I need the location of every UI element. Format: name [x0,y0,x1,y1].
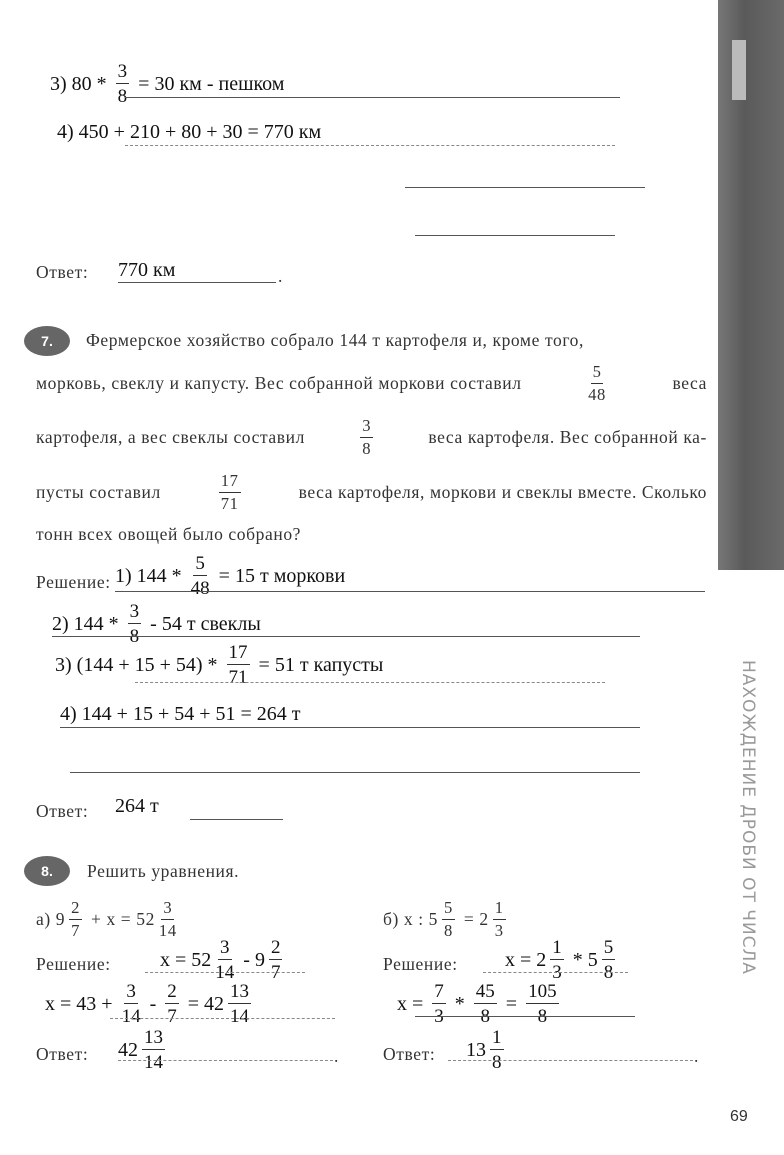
fraction [227,643,250,687]
numerator: 1 [493,900,506,920]
problem-title: Решить уравнения. [87,861,240,881]
equation-a [36,900,181,939]
fraction [142,1028,165,1072]
answer-line [483,972,628,973]
denominator: 14 [215,962,235,983]
text-segment: а) 9 [36,909,66,930]
answer-line [125,97,620,98]
blank-line [70,772,640,773]
numerator: 2 [167,981,177,1002]
numerator: 3 [220,937,230,958]
denominator: 71 [220,493,239,513]
text-segment: = 51 т капусты [253,653,384,676]
text-segment: * 5 [567,948,598,971]
problem-text-line [36,418,707,457]
fraction [493,900,506,939]
fraction [122,982,141,1026]
numerator: 17 [228,642,248,663]
text-segment: веса картофеля, моркови и свеклы вместе. Сколько [293,482,707,503]
fraction [159,900,177,939]
page-number: 69 [730,1108,748,1125]
fraction [116,62,130,106]
denominator: 7 [270,962,281,983]
blank-line [415,235,615,236]
solution-label: Решение: [383,954,458,974]
text-segment: + x = 52 [86,909,155,930]
text-segment: x = 2 [505,948,547,971]
p6-step3 [50,62,284,106]
p7-step3 [55,643,383,687]
fraction [474,982,497,1026]
numerator: 5 [195,553,205,574]
numerator: 5 [442,900,455,920]
answer-value: 264 т [115,795,159,817]
text-segment: тонн всех овощей было собрано? [36,524,302,544]
denominator: 48 [588,384,606,404]
numerator: 1 [492,1027,502,1048]
text-segment: - [144,992,162,1015]
denominator: 14 [144,1052,163,1073]
answer-value: 770 км [118,259,176,281]
numerator: 2 [69,900,82,920]
answer-label: Ответ: [383,1044,436,1064]
answer-period: . [278,266,283,286]
fraction [490,1028,504,1072]
fraction [228,982,251,1026]
fraction [360,418,373,457]
fraction [588,364,606,403]
a-step2 [45,982,255,1026]
problem-badge-7: 7. [24,326,70,356]
b-step1 [505,938,619,982]
denominator: 3 [494,920,504,940]
text-segment: x = [397,992,429,1015]
fraction [215,938,234,982]
text-segment: 3) (144 + 15 + 54) * [55,653,223,676]
denominator: 14 [121,1006,141,1027]
numerator: 3 [126,981,136,1002]
denominator: 48 [190,578,210,599]
answer-line [125,145,615,146]
numerator: 45 [475,981,495,1002]
denominator: 8 [117,86,128,107]
text-segment: 42 [118,1038,138,1061]
a-step1 [160,938,286,982]
answer-line [190,819,283,820]
text-segment: Фермерское хозяйство собрало 144 т картофеля и, кроме того, [86,330,584,350]
text-segment: пусты составил [36,482,166,503]
answer-line [145,972,305,973]
answer-line [415,1016,635,1017]
denominator: 8 [492,1052,502,1073]
p6-step4 [57,121,321,144]
equation-b [383,900,510,939]
text-segment: б) x : 5 [383,909,439,930]
b-answer [466,1028,508,1072]
numerator: 13 [144,1027,163,1048]
text-segment: - 54 т свеклы [145,612,261,635]
denominator: 8 [480,1006,491,1027]
fraction [526,982,559,1026]
answer-label: Ответ: [36,1044,89,1064]
problem-text-line [36,524,301,545]
numerator: 5 [603,937,614,958]
text-segment: x = 52 [160,948,212,971]
answer-line [115,591,705,592]
text-segment: 1) 144 * [115,564,187,587]
text-segment: картофеля, а вес свеклы составил [36,427,310,448]
fraction [165,982,179,1026]
text-segment: = 2 [458,909,489,930]
text-segment: - 9 [238,948,265,971]
numerator: 2 [270,937,281,958]
denominator: 8 [603,962,614,983]
answer-line [118,282,276,283]
answer-line [135,682,605,683]
answer-label: Ответ: [36,262,89,282]
answer-period: . [694,1046,699,1066]
solution-label: Решение: [36,954,111,974]
chapter-tab [718,0,784,570]
denominator: 8 [537,1006,548,1027]
b-step2 [397,982,563,1026]
denominator: 14 [230,1006,250,1027]
text-segment: морковь, свеклу и капусту. Вес собранной моркови составил [36,373,527,394]
text-segment: = 15 т моркови [213,564,346,587]
numerator: 3 [360,418,373,438]
text-segment: 2) 144 * [52,612,124,635]
text-segment: веса картофеля. Вес собранной ка- [423,427,707,448]
answer-label: Ответ: [36,801,89,821]
denominator: 14 [158,920,177,940]
denominator: 8 [444,920,453,940]
numerator: 3 [129,601,140,622]
numerator: 1 [552,937,562,958]
p7-step4 [60,703,301,726]
denominator: 8 [129,626,140,647]
answer-line [110,1018,335,1019]
denominator: 3 [552,962,562,983]
answer-line [52,636,640,637]
problem-badge-8: 8. [24,856,70,886]
answer-line [118,1060,333,1061]
text-segment: веса [667,373,707,394]
problem-text-line [86,330,707,351]
answer-period: . [334,1046,339,1066]
text-segment: 4) 450 + 210 + 80 + 30 = 770 км [57,121,322,143]
solution-label: Решение: [36,572,111,592]
fraction [602,938,616,982]
p7-step2 [52,602,261,646]
text-segment: = [500,992,523,1015]
text-segment: * [449,992,470,1015]
fraction [269,938,283,982]
numerator: 105 [528,981,557,1002]
fraction [128,602,142,646]
denominator: 7 [167,1006,177,1027]
numerator: 3 [161,900,174,920]
text-segment: = 30 км - пешком [133,72,285,95]
fraction [442,900,455,939]
numerator: 5 [591,364,604,384]
numerator: 13 [230,981,250,1002]
fraction [69,900,82,939]
problem-text-line [36,364,707,403]
text-segment: 3) 80 * [50,72,112,95]
answer-line [60,727,640,728]
tab-marker [732,40,746,100]
a-answer [118,1028,169,1072]
denominator: 8 [362,438,372,458]
denominator: 7 [71,920,81,940]
denominator: 3 [434,1006,444,1027]
chapter-title: НАХОЖДЕНИЕ ДРОБИ ОТ ЧИСЛА [738,660,758,975]
blank-line [405,187,645,188]
problem-text-line [36,473,707,512]
numerator: 17 [219,473,241,493]
text-segment: 13 [466,1038,486,1061]
fraction [550,938,564,982]
denominator: 71 [228,667,248,688]
answer-line [448,1060,693,1061]
numerator: 7 [434,981,444,1002]
text-segment: 4) 144 + 15 + 54 + 51 = 264 т [60,703,301,725]
fraction [432,982,446,1026]
text-segment: = 42 [182,992,225,1015]
numerator: 3 [117,61,128,82]
fraction [219,473,241,512]
text-segment: x = 43 + [45,992,118,1015]
